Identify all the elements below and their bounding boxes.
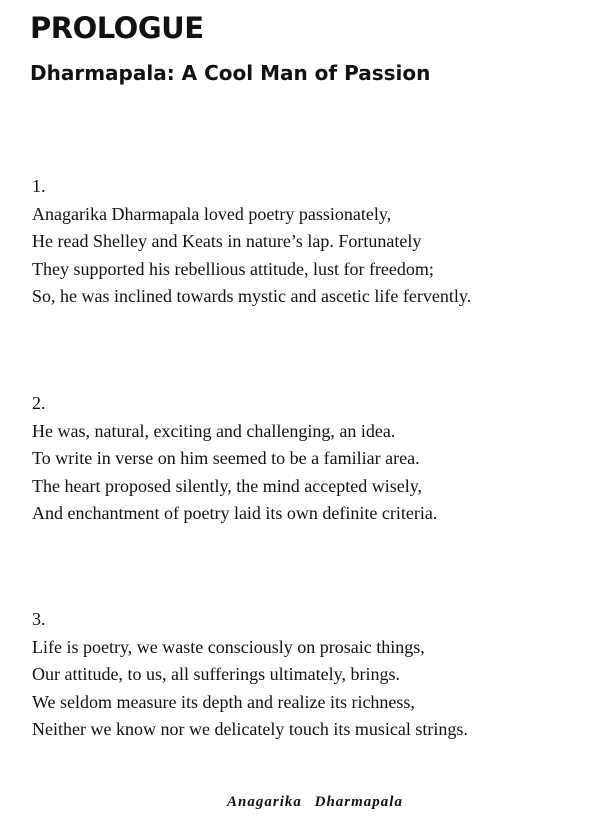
verse-line: Life is poetry, we waste consciously on prosaic things,	[32, 636, 425, 657]
verse-line: The heart proposed silently, the mind accepted wisely,	[32, 475, 423, 496]
stanza	[32, 606, 468, 744]
verse-line: He read Shelley and Keats in nature’s lap. Fortunately	[32, 231, 422, 251]
verse-line: Our attitude, to us, all sufferings ultimately, brings.	[32, 664, 400, 684]
stanza-number: 2.	[32, 393, 46, 413]
stanza-number: 3.	[32, 609, 46, 629]
verse-line: We seldom measure its depth and realize its richness,	[32, 691, 415, 712]
verse-line: He was, natural, exciting and challenging, an idea.	[32, 420, 396, 441]
verse-line: And enchantment of poetry laid its own definite criteria.	[32, 503, 438, 523]
page-subheading: Dharmapala: A Cool Man of Passion	[30, 61, 431, 85]
stanza	[32, 390, 437, 528]
stanza-number: 1.	[32, 176, 46, 196]
page-footer: Anagarika Dharmapala	[227, 794, 403, 810]
verse-line: So, he was inclined towards mystic and ascetic life fervently.	[32, 286, 472, 306]
verse-line: Neither we know nor we delicately touch its musical strings.	[32, 719, 468, 739]
verse-line: They supported his rebellious attitude, lust for freedom;	[32, 258, 434, 279]
verse-line: Anagarika Dharmapala loved poetry passionately,	[32, 203, 392, 224]
stanza	[32, 173, 471, 311]
page-heading: PROLOGUE	[30, 11, 204, 45]
verse-line: To write in verse on him seemed to be a familiar area.	[32, 448, 420, 468]
